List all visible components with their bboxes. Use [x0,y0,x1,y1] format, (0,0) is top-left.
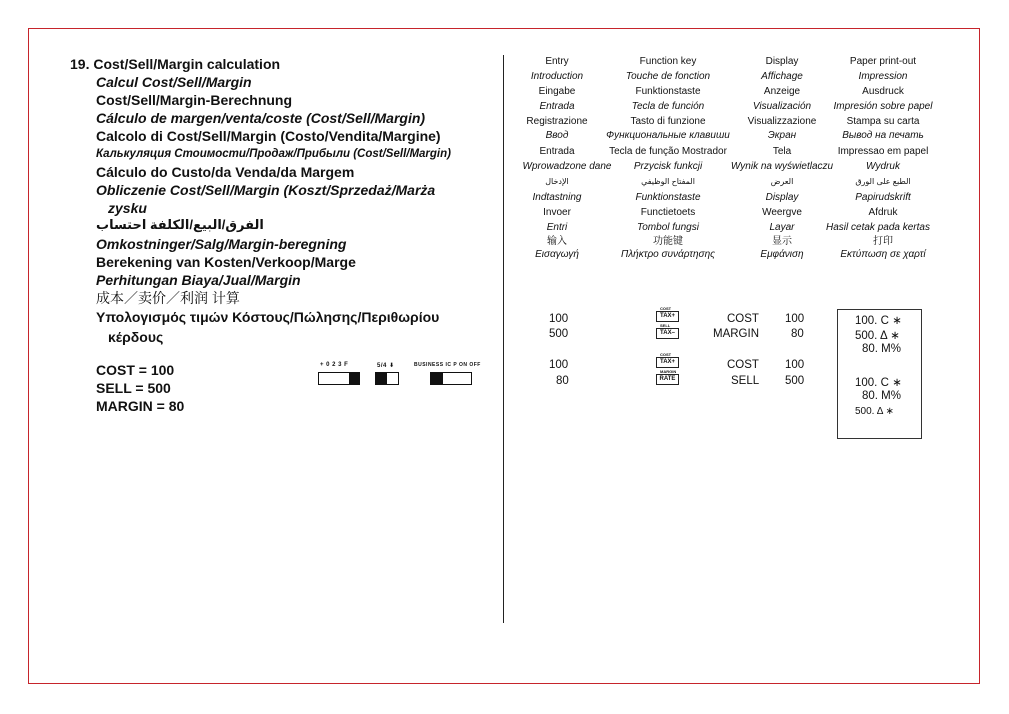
col-key-10: Functietoets [640,207,696,218]
col-key-1: Touche de fonction [625,71,711,82]
mode-switch [430,372,472,385]
step-label: MARGIN [713,328,759,340]
col-paper-1: Impression [858,71,908,82]
heading-en: 19. Cost/Sell/Margin calculation [70,56,281,72]
printout-line: 100. C ∗ [855,377,902,389]
col-key-6: Tecla de função Mostrador [609,146,727,157]
step-label: SELL [731,375,760,387]
heading-es: Cálculo de margen/venta/coste (Cost/Sell/Margin) [96,110,426,126]
col-paper-0: Paper print-out [849,56,917,67]
tax-plus-key: TAX+ [656,357,679,368]
col-entry-10: Invoer [543,207,571,218]
col-entry-9: Indtastning [532,192,582,203]
printout-line: 80. M% [862,390,901,402]
col-paper-7: Wydruk [866,161,900,172]
heading-pl-cont: zysku [108,200,147,216]
step-display: 100 [785,359,805,371]
col-entry-3: Entrada [539,101,575,112]
col-entry-6: Entrada [539,146,575,157]
col-display-1: Affichage [761,71,803,82]
heading-id: Perhitungan Biaya/Jual/Margin [96,272,301,288]
step-key-label: COST [660,306,672,311]
col-display-6: Tela [772,146,792,157]
col-display-7: Wynik na wyświetlaczu [730,161,834,172]
col-paper-13: Εκτύπωση σε χαρτί [840,249,926,260]
col-key-8: المفتاح الوظيفي [641,177,695,186]
printout-line: 100. C ∗ [855,315,902,327]
col-entry-13: Εισαγωγή [535,249,579,260]
col-entry-1: Introduction [530,71,584,82]
heading-zh: 成本／卖价／利润 计算 [96,290,240,306]
mode-switch-label: BUSINESS IC P ON OFF [414,362,481,368]
tax-minus-key: TAX– [656,328,679,339]
col-paper-6: Impressao em papel [837,146,929,157]
heading-el: Υπολογισμός τιμών Κόστους/Πώλησης/Περιθωρίου [96,309,440,325]
col-key-0: Function key [639,56,697,67]
col-paper-9: Papirudskrift [855,192,911,203]
col-paper-11: Hasil cetak pada kertas [826,222,930,233]
value-margin: MARGIN = 80 [96,398,185,414]
col-entry-8: الإدخال [545,177,569,186]
heading-it: Calcolo di Cost/Sell/Margin (Costo/Vendita/Margine) [96,128,441,144]
heading-de: Cost/Sell/Margin-Berechnung [96,92,293,108]
step-entry: 100 [549,359,569,371]
value-sell: SELL = 500 [96,380,171,396]
step-display: 80 [791,328,804,340]
step-key-label: SELL [660,323,671,328]
col-key-13: Πλήκτρο συνάρτησης [620,249,716,260]
col-paper-10: Afdruk [868,207,898,218]
step-entry: 100 [549,313,569,325]
col-paper-3: Impresión sobre papel [833,101,933,112]
col-entry-5: Ввод [545,130,569,141]
rate-key: RATE [656,374,679,385]
rounding-switch [375,372,399,385]
col-display-9: Display [765,192,799,203]
decimal-switch [318,372,360,385]
col-display-3: Visualización [752,101,812,112]
printout-line: 500. Δ ∗ [855,406,894,417]
col-paper-8: الطبع على الورق [855,177,911,186]
heading-pt: Cálculo do Custo/da Venda/da Margem [96,164,355,180]
col-display-12: 显示 [772,236,792,247]
step-label: COST [727,359,759,371]
step-display: 100 [785,313,805,325]
col-key-5: Функциональные клавиши [606,130,730,141]
col-paper-5: Вывод на печать [842,130,924,141]
heading-pl: Obliczenie Cost/Sell/Margin (Koszt/Sprzedaż/Marża [96,182,436,198]
heading-fr: Calcul Cost/Sell/Margin [96,74,252,90]
col-display-8: العرض [770,177,794,186]
col-entry-4: Registrazione [526,116,588,127]
col-paper-12: 打印 [873,236,893,247]
heading-nl: Berekening van Kosten/Verkoop/Marge [96,254,356,270]
col-display-11: Layar [769,222,795,233]
heading-ar: الفرق/البيع/الكلفة احتساب [96,217,264,232]
col-display-2: Anzeige [763,86,801,97]
step-entry: 80 [556,375,569,387]
col-display-0: Display [765,56,799,67]
step-display: 500 [785,375,805,387]
col-display-5: Экран [767,130,797,141]
step-label: COST [727,313,759,325]
col-paper-2: Ausdruck [862,86,904,97]
step-key-label: COST [660,352,672,357]
step-entry: 500 [549,328,569,340]
col-key-12: 功能键 [653,236,683,247]
col-entry-12: 输入 [547,236,567,247]
col-key-7: Przycisk funkcji [633,161,703,172]
col-key-2: Funktionstaste [635,86,701,97]
printout-line: 80. M% [862,343,901,355]
col-entry-0: Entry [545,56,569,67]
heading-sv: Omkostninger/Salg/Margin-beregning [96,236,347,252]
col-display-10: Weergve [762,207,802,218]
heading-el-cont: κέρδους [108,329,164,345]
col-entry-7: Wprowadzone dane [522,161,612,172]
col-key-9: Funktionstaste [635,192,701,203]
step-key-label: MARGIN [660,369,677,374]
col-display-13: Εμφάνιση [760,249,804,260]
column-divider [503,55,504,623]
tax-plus-key: TAX+ [656,311,679,322]
col-key-4: Tasto di funzione [630,116,706,127]
decimal-switch-label: + 0 2 3 F [320,362,349,368]
col-key-3: Tecla de función [631,101,705,112]
col-entry-2: Eingabe [538,86,576,97]
printout-line: 500. Δ ∗ [855,330,900,342]
col-display-4: Visualizzazione [747,116,817,127]
col-paper-4: Stampa su carta [846,116,920,127]
col-key-11: Tombol fungsi [637,222,699,233]
rounding-switch-label: 5/4 ⬇ [377,363,395,369]
col-entry-11: Entri [546,222,568,233]
value-cost: COST = 100 [96,362,175,378]
heading-ru: Калькуляция Стоимости/Продаж/Прибыли (Cost/Sell/Margin) [96,148,451,160]
